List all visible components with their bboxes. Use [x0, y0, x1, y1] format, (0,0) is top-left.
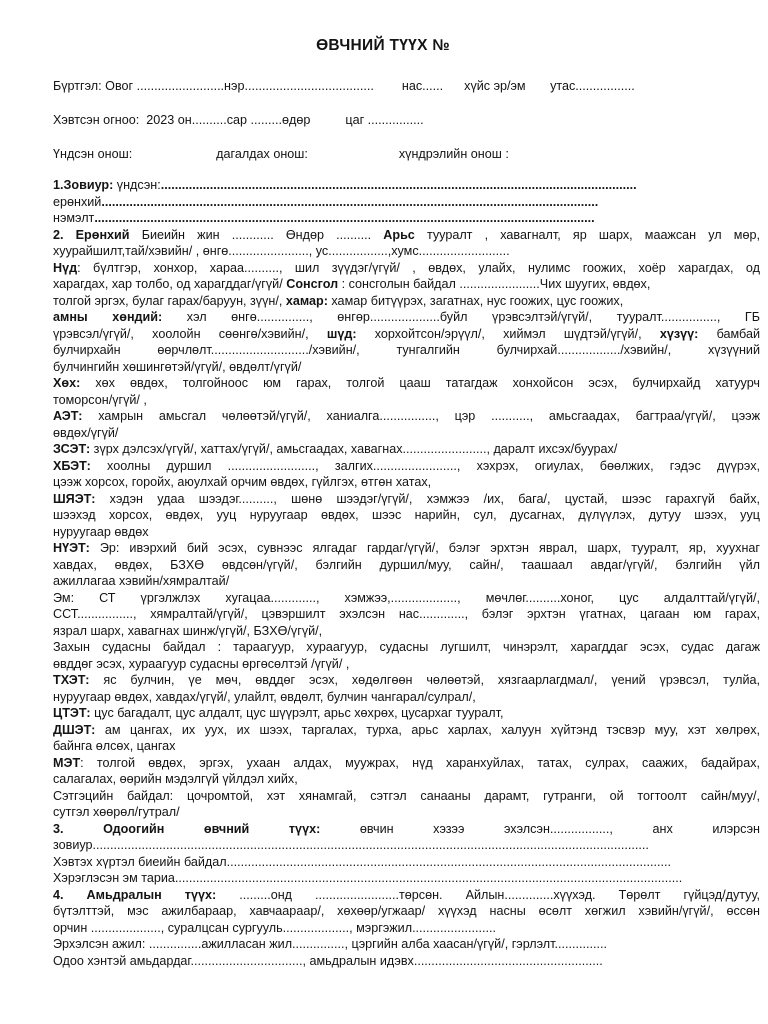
field-text: хавдах, өвдөх, БЗХӨ өвдсөн/үгүй/, бэлгийн дуршил/муу, сайн/, таашаал авдаг/үгүй/, бэлгийн үйл	[53, 557, 760, 572]
field-text: хамрын амьсгал чөлөөтэй/үгүй/, ханиалга................, цэр ..........., амьсгаадах, багтраа/үгүй/, цээж	[82, 409, 760, 423]
field-text: ам цангах, их уух, их шээх, таргалах, турха, арьс харлах, халуун хүйтэнд тэсвэр муу, хэт хөлрөх,	[95, 722, 760, 737]
form-text-line	[53, 474, 760, 491]
section-label: ...............................................................................................................................................	[94, 211, 595, 225]
section-label: Сонсгол	[286, 277, 339, 291]
form-text-line	[53, 326, 760, 343]
form-text-line	[53, 920, 760, 937]
form-text-line	[53, 738, 760, 755]
field-text: Эр: ивэрхий бий эсэх, сувнээс ялгадаг гардаг/үгүй/, бэлэг эрхтэн яврал, шарх, тууралт, яр, хуухнаг	[89, 541, 760, 555]
form-text-line	[53, 227, 760, 244]
field-text: тууралт , хавагналт, яр шарх, маажсан ул мөр,	[426, 227, 760, 242]
section-label: ..............................................................................................................................................	[101, 194, 599, 209]
form-text-line	[53, 458, 760, 475]
field-text: цус багадалт, цус алдалт, цус шүүрэлт, арьс хөхрөх, цусархаг тууралт,	[90, 706, 504, 720]
form-text-line	[53, 375, 760, 392]
section-label: ДШЭТ:	[53, 722, 96, 737]
field-text: толгой эргэх, булаг гарах/баруун, зүүн/,	[53, 293, 286, 308]
field-text: үрэвсэл/үгүй/, хоолойн сөөнгө/хэвийн/,	[53, 326, 327, 341]
form-text-line	[53, 804, 760, 821]
field-text: Сэтгэцийн байдал: цочромтой, хэт хянамгай, сэтгэл санааны дарамт, гутранги, ой тогтоолт сайн/муу/,	[53, 788, 760, 803]
form-text-line	[53, 672, 760, 689]
form-text-line	[53, 903, 760, 920]
form-text-line	[53, 392, 760, 409]
registration-line: Бүртгэл: Овог .........................нэр..................................... нас...... хүйс эр/эм утас.................	[53, 79, 635, 93]
form-text-line	[53, 573, 760, 590]
form-text-line	[53, 491, 760, 508]
form-text-line	[53, 623, 760, 640]
form-text-line	[53, 309, 760, 326]
field-text: зовиур...............................................................................................................................................................	[53, 838, 649, 852]
form-text-line	[53, 936, 760, 953]
field-text: Одоо хэнтэй амьдардаг................................, амьдралын идэвх......................................................	[53, 953, 603, 968]
field-text: .........онд ........................төрсөн. Айлын..............хүүхэд. Төрөлт гүйцэд/дутуу,	[216, 887, 760, 902]
field-text: нэмэлт	[53, 211, 95, 225]
form-text-line	[53, 425, 760, 442]
form-text-line	[53, 276, 760, 293]
field-text: Хэрэглэсэн эм тариа.................................................................................................................................................	[53, 871, 683, 885]
field-text: цээж хорсох, горойх, аюулхай орчим өвдөх, гүйлгэх, өтгөн хатах,	[53, 475, 432, 489]
field-text: үндсэн:	[116, 178, 161, 192]
section-label: 1.Зовиур:	[53, 178, 117, 192]
field-text: хуурайшилт,тай/хэвийн/ , өнгө......................., ус.................,хумс..........................	[53, 244, 510, 258]
form-text-line	[53, 441, 760, 458]
field-text: : бүлтгэр, хонхор, хараа.........., шил зүүдэг/үгүй/ , өвдөх, улайх, нулимс гоожих, хоёр харагдах, од	[77, 260, 760, 275]
field-text: Эм: СТ үргэлжлэх хугацаа............., хэмжээ,..................., мөчлөг..........хоног, цус алдалттай/үгүй/,	[53, 590, 760, 605]
section-label: хамар:	[285, 293, 328, 308]
field-text: ССТ................, хямралтай/үгүй/, цэвэршилт эхэлсэн нас............., бэлэг эрхтэн үгатнах, цагаан юм гарах,	[53, 607, 760, 621]
form-text-line	[53, 540, 760, 557]
section-label: ........................................................................................................................................	[160, 178, 637, 192]
field-text: зүрх дэлсэх/үгүй/, хаттах/үгүй/, амьсгаадах, хавагнах........................, даралт ихсэх/буурах/	[90, 442, 618, 456]
field-text: хэдэн удаа шээдэг.........., шөнө шээдэг/үгүй/, хэмжээ /их, бага/, цустай, шээс гарахгүй байх,	[95, 491, 760, 506]
field-text: салагалах, өөрийн мэдэлгүй үйлдэл хийх,	[53, 772, 298, 786]
form-text-line	[53, 408, 760, 425]
form-text-line	[53, 870, 760, 887]
form-text-line	[53, 507, 760, 524]
form-text-line	[53, 689, 760, 706]
form-text-line	[53, 260, 760, 277]
field-text: Захын судасны байдал : тараагуур, хураагуур, судасны лугшилт, чинэрэлт, харагддаг эсэх, судас дагаж	[53, 640, 760, 654]
form-body	[53, 177, 760, 969]
field-text: бүтэлттэй, мэс ажилбараар, хавчаараар/, хөхөөр/угжаар/ хүүхэд насны өсөлт хөгжил хэвийн/үгүй/, өссөн	[53, 904, 760, 918]
form-title: ӨВЧНИЙ ТҮҮХ №	[316, 37, 450, 54]
form-text-line	[53, 342, 760, 359]
form-text-line	[53, 590, 760, 607]
form-text-line	[53, 639, 760, 656]
form-text-line	[53, 788, 760, 805]
section-label: Хөх:	[53, 376, 81, 390]
field-text: : сонсголын байдал .......................Чих шуугих, өвдөх,	[338, 277, 651, 291]
field-text: хамар битүүрэх, загатнах, нус гоожих, цус гоожих,	[327, 293, 624, 308]
section-label: ШЯЭТ:	[53, 491, 96, 506]
section-label: амны хөндий:	[53, 310, 163, 324]
section-label: НҮЭТ:	[53, 541, 90, 555]
form-text-line	[53, 771, 760, 788]
section-label: ХБЭТ:	[53, 458, 91, 473]
form-text-line	[53, 722, 760, 739]
field-text: бамбай	[698, 326, 760, 341]
form-text-line	[53, 210, 760, 227]
section-label: Нүд	[53, 260, 78, 275]
field-text: язрал шарх, хавагнах шинж/үгүй/, БЗХӨ/үгүй/,	[53, 623, 323, 638]
section-label: 4. Амьдралын түүх:	[53, 887, 217, 902]
section-label: ЦТЭТ:	[53, 706, 91, 720]
field-text: хэл өнгө..............., өнгөр....................буйл үрэвсэлтэй/үгүй/, тууралт................, ГБ	[162, 310, 760, 324]
form-text-line	[53, 359, 760, 376]
field-text: сутгэл хөөрөл/гутрал/	[53, 805, 180, 819]
field-text: харагдах, хар толбо, од харагддаг/үгүй/	[53, 277, 287, 291]
form-text-line	[53, 705, 760, 722]
form-text-line	[53, 854, 760, 871]
section-label: 3. Одоогийн өвчний түүх:	[53, 821, 321, 836]
form-text-line	[53, 177, 760, 194]
field-text: хорхойтсон/эрүүл/, хиймэл шүдтэй/үгүй/,	[356, 326, 660, 341]
section-label: МЭТ	[53, 755, 81, 770]
field-text: өвчин хэзээ эхэлсэн................., анх илэрсэн	[320, 821, 760, 836]
form-text-line	[53, 887, 760, 904]
field-text: өвдөх/үгүй/	[53, 425, 119, 440]
form-text-line	[53, 656, 760, 673]
section-label: Арьс	[383, 227, 427, 242]
field-text: яс булчин, үе мөч, өвддөг эсэх, хөдөлгөөн чөлөөтэй, хязгаарлагдмал/, үений үрэвсэл, тулйа,	[89, 673, 760, 687]
field-text: : толгой өвдөх, эргэх, ухаан алдах, муужрах, нүд харанхуйлах, татах, сулрах, саажих, бадайрах,	[80, 755, 760, 770]
section-label: АЭТ:	[53, 409, 83, 423]
section-label: хүзүү:	[659, 326, 699, 341]
field-text: нуруугаар өвдөх	[53, 524, 149, 539]
field-text: ерөнхий	[53, 194, 102, 209]
form-text-line	[53, 293, 760, 310]
form-text-line	[53, 837, 760, 854]
form-text-line	[53, 557, 760, 574]
form-text-line	[53, 821, 760, 838]
section-label: шүд:	[326, 326, 357, 341]
field-text: булчирхайн өөрчлөлт............................/хэвийн/, тунгалгийн булчирхай................../хэвийн/, хүзүүний	[53, 343, 760, 357]
field-text: Хэвтэх хүртэл биеийн байдал...............................................................................................................................	[53, 854, 671, 869]
field-text: Биеийн жин ............ Өндөр ..........	[141, 227, 384, 242]
field-text: нуруугаар өвдөх, хавдах/үгүй/, улайлт, өвдөлт, булчин чангарал/сулрал/,	[53, 689, 476, 704]
field-text: орчин ...................., суралцсан сургууль..................., мэргэжил........................	[53, 920, 497, 935]
form-text-line	[53, 194, 760, 211]
diagnosis-line: Үндсэн онош: дагалдах онош: хүндрэлийн онош :	[53, 147, 509, 161]
field-text: Эрхэлсэн ажил: ...............ажилласан жил..............., цэргийн алба хаасан/үгүй/, гэрлэлт...............	[53, 937, 608, 951]
field-text: шээхэд хорсох, өвдөх, ууц нуруугаар өвдөх, шээс нарийн, сул, дусагнах, дүлүүлэх, дутуу шээх, ууц	[53, 508, 760, 522]
field-text: томорсон/үгүй/ ,	[53, 392, 147, 407]
section-label: 2. Ерөнхий	[53, 227, 142, 242]
form-text-line	[53, 606, 760, 623]
field-text: өвддөг эсэх, хураагуур судасны өргөсөлтэй /үгүй/ ,	[53, 656, 350, 671]
form-text-line	[53, 755, 760, 772]
admission-date-line: Хэвтсэн огноо: 2023 он..........сар .........өдөр цаг ................	[53, 113, 424, 127]
medical-history-form	[53, 0, 761, 1024]
form-text-line	[53, 243, 760, 260]
form-text-line	[53, 953, 760, 970]
field-text: хөх өвдөх, толгойноос юм гарах, толгой цааш татагдаж хонхойсон эсэх, булчирхайд хатуурч	[80, 376, 760, 390]
form-text-line	[53, 524, 760, 541]
section-label: ЗСЭТ:	[53, 442, 91, 456]
field-text: хоолны дуршил ........................., залгих........................, хэхрэх, огиулах, бөөлжих, гэдэс дүүрэх,	[90, 458, 760, 473]
section-label: ТХЭТ:	[53, 673, 90, 687]
field-text: байнга өлсөх, цангах	[53, 739, 176, 753]
field-text: ажиллагаа хэвийн/хямралтай/	[53, 574, 230, 588]
field-text: булчингийн хөшингөтэй/үгүй/, өвдөлт/үгүй/	[53, 359, 302, 374]
